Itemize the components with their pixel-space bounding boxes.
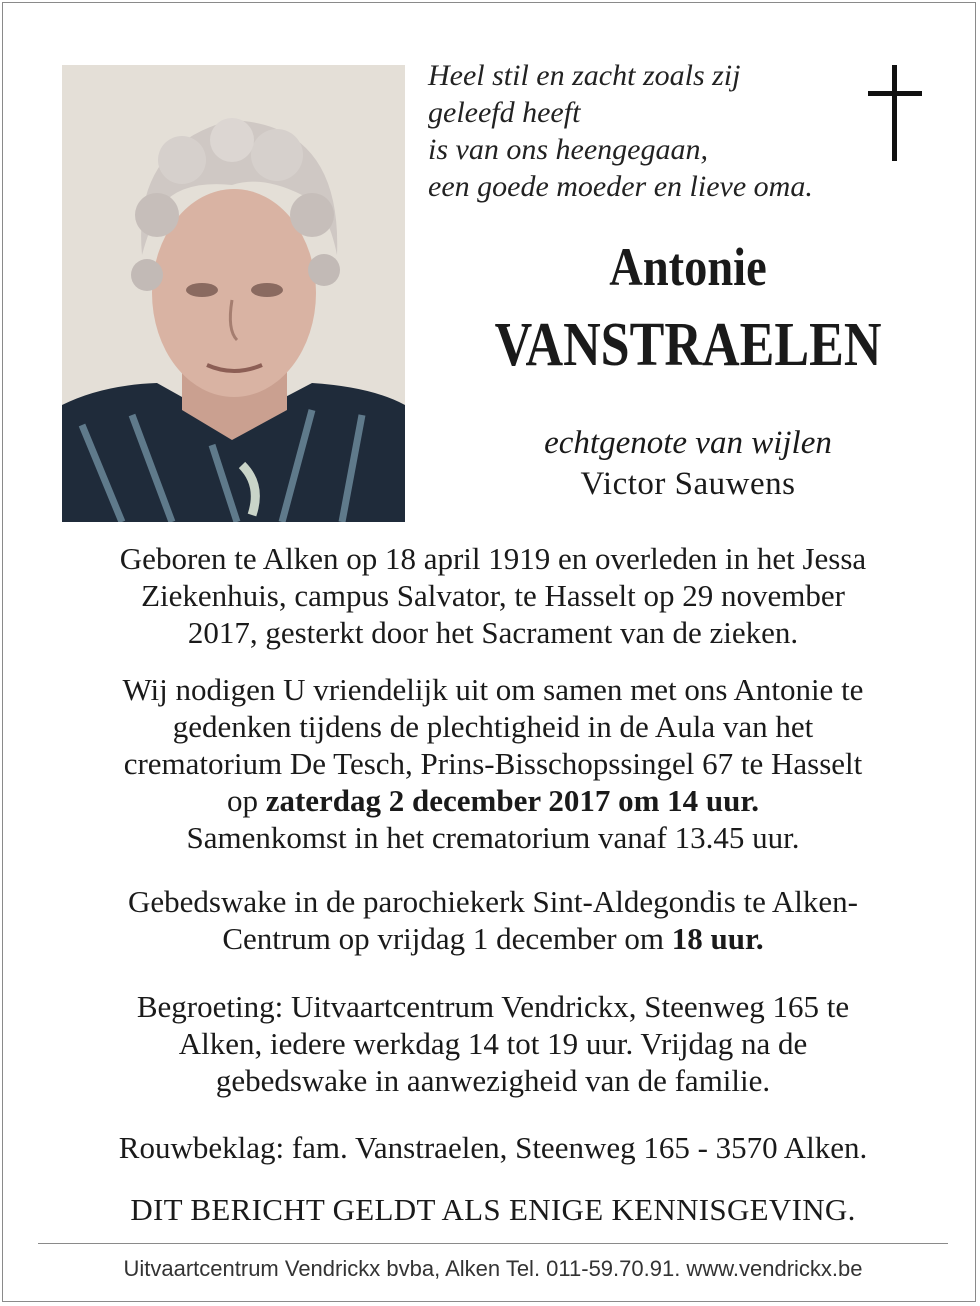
invitation-paragraph [43,671,943,856]
text-line: Samenkomst in het crematorium vanaf 13.45 uur. [186,820,800,855]
footer-divider [38,1243,948,1244]
text-line: crematorium De Tesch, Prins-Bisschopssingel 67 te Hasselt [123,746,863,781]
deceased-first-name: Antonie [609,237,767,297]
text-line: Gebedswake in de parochiekerk Sint-Aldegondis te Alken- [127,884,858,919]
ceremony-date: zaterdag 2 december 2017 om 14 uur. [265,783,760,818]
deceased-last-name: VANSTRAELEN [494,311,882,379]
notice-line: DIT BERICHT GELDT ALS ENIGE KENNISGEVING. [130,1192,856,1227]
text-line: Geboren te Alken op 18 april 1919 en overleden in het Jessa [119,541,867,576]
latin-cross-icon [865,65,925,161]
memorial-poem [428,57,848,205]
poem-line: geleefd heeft [428,96,581,129]
footer-contact: Uitvaartcentrum Vendrickx bvba, Alken Tel. 011-59.70.91. www.vendrickx.be [123,1256,863,1281]
vigil-time-line [43,920,943,957]
text-line: 2017, gesterkt door het Sacrament van de zieken. [187,615,799,650]
portrait-photo [62,65,405,522]
spouse-name: Victor Sauwens [580,466,796,502]
text-line: gedenken tijdens de plechtigheid in de Aula van het [172,709,814,744]
poem-line: Heel stil en zacht zoals zij [428,59,741,92]
text-line: Begroeting: Uitvaartcentrum Vendrickx, Steenweg 165 te [136,989,850,1024]
vigil-paragraph [43,883,943,957]
poem-line: een goede moeder en lieve oma. [428,170,813,203]
text-line: Wij nodigen U vriendelijk uit om samen met ons Antonie te [122,672,864,707]
birth-paragraph [43,540,943,651]
text-line-prefix: Centrum op vrijdag 1 december om [222,921,672,956]
text-line-prefix: op [226,783,266,818]
memorial-card [2,2,976,1302]
text-line: Ziekenhuis, campus Salvator, te Hasselt op 29 november [141,578,845,613]
spouse-label: echtgenote van wijlen [544,425,832,461]
vigil-time: 18 uur. [671,921,764,956]
poem-line: is van ons heengegaan, [428,133,708,166]
visitation-paragraph [43,988,943,1099]
condolences-line: Rouwbeklag: fam. Vanstraelen, Steenweg 165 - 3570 Alken. [118,1130,868,1165]
text-line: Alken, iedere werkdag 14 tot 19 uur. Vrijdag na de [178,1026,808,1061]
text-line: gebedswake in aanwezigheid van de familie. [215,1063,771,1098]
ceremony-date-line [43,782,943,819]
